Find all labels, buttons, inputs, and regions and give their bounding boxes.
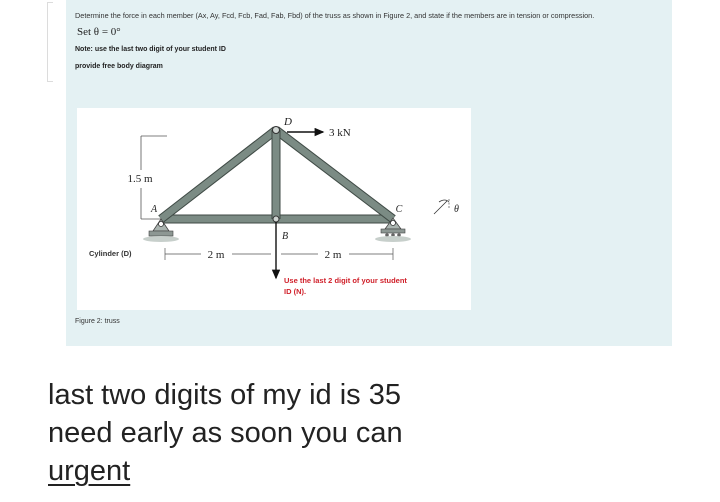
question-prompt: Determine the force in each member (Ax, Ay, Fcd, Fcb, Fad, Fab, Fbd) of the truss as shown in Figure 2, and state if the members are in tension or compression. — [75, 11, 595, 20]
truss-figure — [77, 108, 471, 310]
pin-b — [273, 216, 279, 222]
member-dc — [276, 130, 393, 219]
message-line-3: urgent — [48, 455, 131, 487]
id-note-line1: Use the last 2 digit of your student — [284, 276, 407, 285]
height-dim-label: 1.5 m — [127, 173, 153, 185]
joint-label-d: D — [284, 116, 292, 128]
id-note-line2: ID (N). — [284, 287, 307, 296]
member-ad — [161, 130, 276, 219]
dim-label-left: 2 m — [207, 249, 225, 261]
load-arrow-3kn — [287, 127, 351, 139]
dim-label-right: 2 m — [324, 249, 342, 261]
note-text: Note: use the last two digit of your student ID — [75, 46, 226, 53]
left-border — [47, 2, 53, 82]
joint-label-a: A — [150, 204, 158, 215]
height-dimension — [127, 136, 167, 219]
truss-diagram — [77, 108, 471, 310]
span-dimensions — [165, 248, 393, 261]
figure-caption: Figure 2: truss — [75, 318, 120, 325]
theta-setting: Set θ = 0° — [77, 26, 121, 38]
load-label: 3 kN — [329, 127, 351, 139]
instruction-text: provide free body diagram — [75, 63, 163, 70]
joint-label-b: B — [281, 231, 289, 242]
truss-members — [161, 130, 393, 219]
message-line-2: need early as soon you can — [48, 417, 403, 449]
joint-label-c: C — [395, 204, 403, 215]
pin-d — [273, 127, 280, 134]
message-line-1: last two digits of my id is 35 — [48, 379, 401, 411]
user-message — [48, 376, 403, 490]
theta-angle — [434, 199, 459, 215]
cylinder-label: Cylinder (D) — [89, 249, 132, 258]
theta-label: θ — [454, 204, 459, 215]
